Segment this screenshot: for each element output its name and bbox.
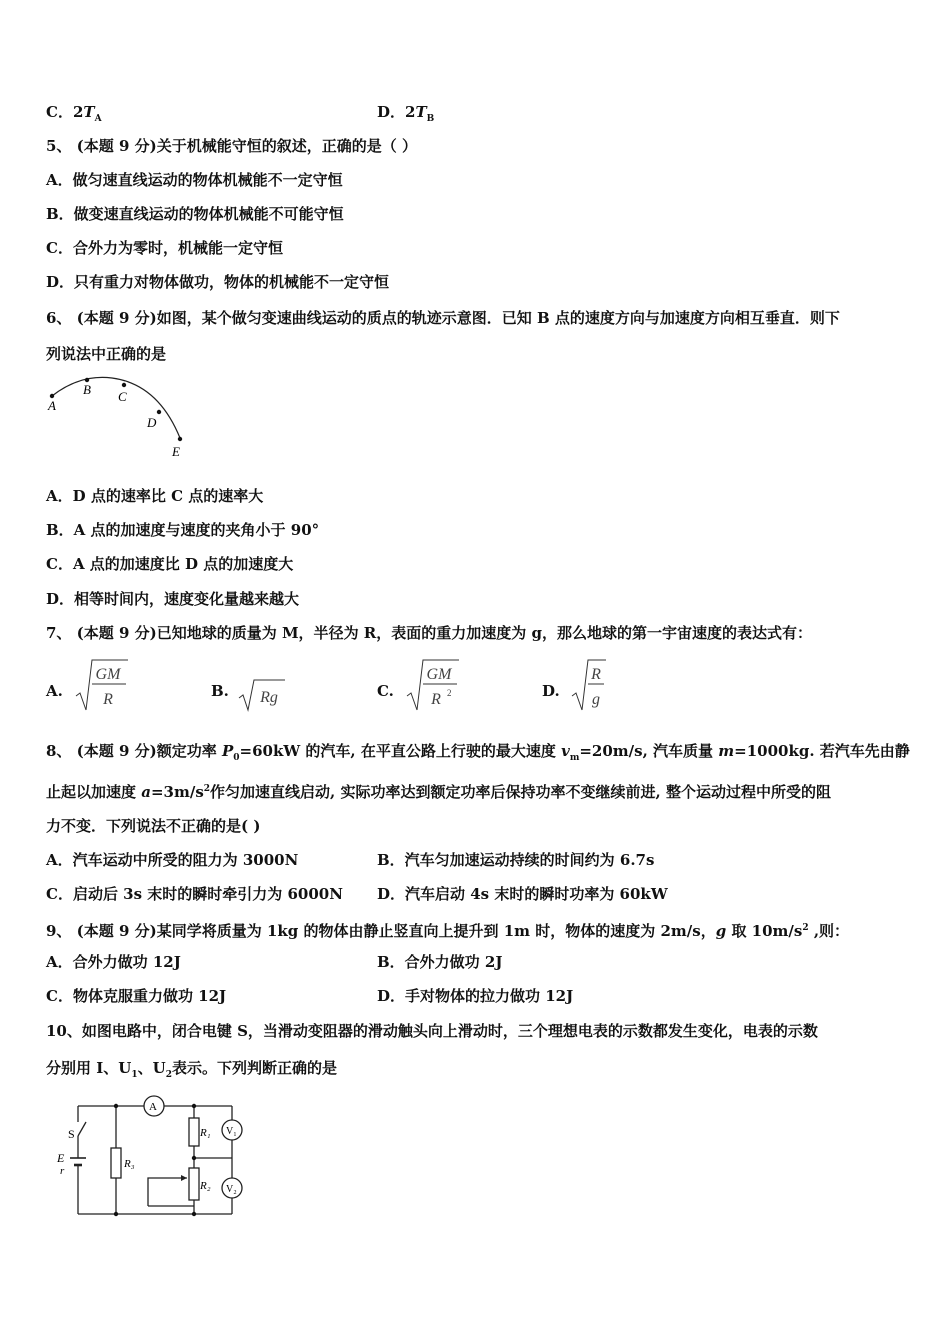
q9-option-d: D．手对物体的拉力做功 12J	[377, 987, 574, 1005]
svg-text:R: R	[431, 691, 441, 708]
q7-stem: 7、 (本题 9 分)已知地球的质量为 M，半径为 R，表面的重力加速度为 g，那么地球的第一宇宙速度的表达式有：	[46, 624, 812, 642]
q8-option-b: B．汽车匀加速运动持续的时间约为 6.7s	[377, 851, 655, 869]
q6-option-d: D．相等时间内，速度变化量越来越大	[46, 590, 300, 608]
label-c: C	[118, 389, 127, 404]
svg-text:GM: GM	[95, 666, 121, 683]
label-b: B	[83, 382, 91, 397]
q7-option-c-label: C.	[377, 682, 394, 700]
q8-option-a: A．汽车运动中所受的阻力为 3000N	[46, 851, 299, 869]
sqrt-rg	[237, 672, 293, 712]
q10-circuit-diagram	[50, 1092, 260, 1224]
q9-option-c: C．物体克服重力做功 12J	[46, 987, 227, 1005]
q7-option-b	[211, 656, 301, 712]
label-a: A	[48, 398, 56, 413]
point-d	[157, 410, 161, 414]
sqrt-gm-over-r	[74, 656, 130, 712]
sqrt-gm-over-r-squared	[405, 656, 465, 712]
q4-option-d: D．$2T_B$	[377, 103, 435, 124]
r1-label: R₁	[200, 1127, 211, 1139]
q6-option-a: A．D 点的速率比 C 点的速率大	[46, 487, 264, 505]
q10-stem-line1: 10、如图电路中，闭合电键 S，当滑动变阻器的滑动触头向上滑动时，三个理想电表的示数都发生变化，电表的示数	[46, 1022, 818, 1040]
q5-option-d: D．只有重力对物体做功，物体的机械能不一定守恒	[46, 273, 390, 291]
point-e	[178, 437, 182, 441]
q7-option-a	[46, 656, 136, 712]
q8-stem-line2: 止起以加速度 $a=3m/s^2$作匀加速直线启动, 实际功率达到额定功率后保持功率不变继续前进, 整个运动过程中所受的阻	[46, 783, 831, 801]
q8-option-d: D．汽车启动 4s 末时的瞬时功率为 60kW	[377, 885, 668, 903]
trajectory-curve	[52, 377, 180, 438]
q6-stem-line2: 列说法中正确的是	[46, 345, 167, 363]
q8-option-c: C．启动后 3s 末时的瞬时牵引力为 6000N	[46, 885, 343, 903]
q7-option-b-label: B.	[211, 682, 229, 700]
label-e: E	[172, 444, 180, 459]
q10-stem-line2: 分别用 I、$U_1$、$U_2$表示。下列判断正确的是	[46, 1059, 337, 1080]
q9-option-b: B．合外力做功 2J	[377, 953, 503, 971]
q5-option-a: A．做匀速直线运动的物体机械能不一定守恒	[46, 171, 343, 189]
q6-option-c: C．A 点的加速度比 D 点的加速度大	[46, 555, 294, 573]
r2-label: R₂	[200, 1180, 211, 1192]
q8-stem-line3: 力不变．下列说法不正确的是( )	[46, 817, 261, 835]
svg-text:g: g	[592, 691, 600, 708]
q7-option-a-label: A.	[46, 682, 63, 700]
q7-option-d	[542, 656, 622, 712]
q7-option-c	[377, 656, 477, 712]
sqrt-r-over-g	[570, 656, 610, 712]
switch-blade	[78, 1122, 86, 1136]
point-c	[122, 383, 126, 387]
label-d: D	[147, 415, 157, 430]
internal-resistance-label: r	[60, 1165, 65, 1177]
q4-option-c: C．$2T_A$	[46, 103, 102, 124]
q9-stem: 9、 (本题 9 分)某同学将质量为 1kg 的物体由静止竖直向上提升到 1m 时，物体的速度为 2m/s，g 取 $10m/s^2$ ,则：	[46, 922, 850, 940]
q6-stem-line1: 6、 (本题 9 分)如图，某个做匀变速曲线运动的质点的轨迹示意图．已知 B 点的速度方向与加速度方向相互垂直．则下	[46, 309, 840, 327]
svg-text:2: 2	[447, 688, 452, 698]
q5-option-b: B．做变速直线运动的物体机械能不可能守恒	[46, 205, 344, 223]
q5-option-c: C．合外力为零时，机械能一定守恒	[46, 239, 283, 257]
svg-text:Rg: Rg	[260, 689, 278, 706]
switch-label: S	[68, 1127, 75, 1141]
svg-text:R: R	[103, 691, 113, 708]
svg-text:R: R	[591, 666, 601, 683]
svg-text:GM: GM	[426, 666, 452, 683]
emf-label: E	[57, 1151, 65, 1165]
q7-option-d-label: D.	[542, 682, 560, 700]
r3-label: R₃	[124, 1158, 135, 1170]
q6-option-b: B．A 点的加速度与速度的夹角小于 90°	[46, 521, 320, 539]
q9-option-a: A．合外力做功 12J	[46, 953, 181, 971]
q6-trajectory-figure	[40, 372, 200, 464]
voltmeter1-label: V₁	[226, 1126, 237, 1137]
voltmeter2-label: V₂	[226, 1184, 237, 1195]
q8-stem-line1: 8、 (本题 9 分)额定功率 $P_0=60kW$ 的汽车, 在平直公路上行驶的最大速度 $v_m=20m/s$, 汽车质量 m=1000kg. 若汽车先由静	[46, 742, 910, 763]
ammeter-label: A	[149, 1101, 157, 1113]
q5-stem: 5、 (本题 9 分)关于机械能守恒的叙述，正确的是（ ）	[46, 137, 417, 155]
